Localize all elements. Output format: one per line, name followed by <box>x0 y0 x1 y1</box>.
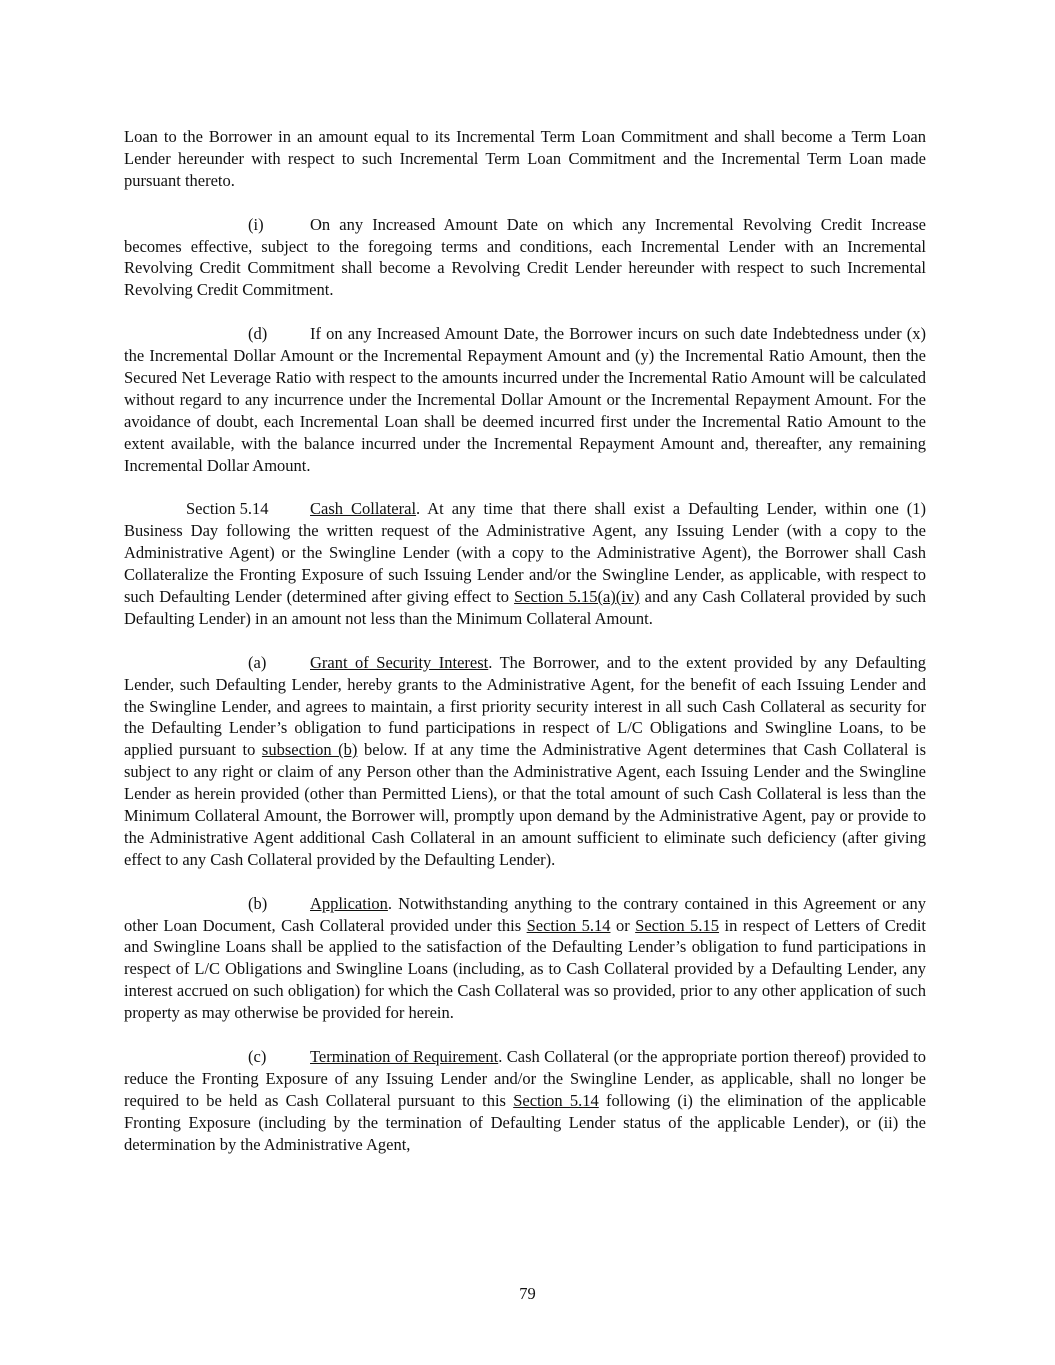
paragraph-a <box>124 652 926 871</box>
cross-reference: Section 5.15 <box>635 915 720 935</box>
section-5-14 <box>124 498 926 629</box>
paragraph-b <box>124 893 926 1024</box>
document-body <box>124 126 926 1156</box>
clause-heading: Grant of Security Interest <box>310 652 489 672</box>
cross-reference: Section 5.15(a)(iv) <box>514 586 640 606</box>
paragraph-d <box>124 323 926 476</box>
page-number: 79 <box>519 1284 536 1303</box>
clause-label-b: (b) <box>248 893 268 913</box>
clause-label-text: (i) <box>248 214 264 234</box>
clause-label-c: (c) <box>248 1046 267 1066</box>
paragraph-text: in respect of Letters of Credit and Swingline Loans shall be applied to the satisfaction of the Defaulting Lender’s obligation to fund participations in respect of L/C Obligations and Swingline Loans (including, as to Cash Collateral provided by a Defaulting Lender, any interest accrued on such obligation) for which the Cash Collateral was so provided, prior to any other application of such property as may otherwise be provided for herein. <box>124 915 926 1023</box>
paragraph-i <box>124 214 926 302</box>
paragraph-text: . At any time that there shall exist a Defaulting Lender, within one (1) Business Day following the written request of the Administrative Agent, any Issuing Lender (with a copy to the Administrative Agent) or the Swingline Lender (with a copy to the Administrative Agent), the Borrower shall Cash Collateralize the Fronting Exposure of such Issuing Lender and/or the Swingline Lender, as applicable, with respect to such Defaulting Lender (determined after giving effect to <box>124 499 926 606</box>
paragraph-text: and any Cash Collateral provided by such Defaulting Lender) in an amount not less than the Minimum Collateral Amount. <box>124 586 926 628</box>
paragraph-continuation <box>124 126 926 192</box>
paragraph-text: following (i) the elimination of the applicable Fronting Exposure (including by the termination of Defaulting Lender status of the applicable Lender), or (ii) the determination by the Administrative Agent, <box>124 1090 926 1154</box>
clause-heading: Termination of Requirement <box>310 1046 499 1066</box>
cross-reference: subsection (b) <box>261 740 358 760</box>
section-heading: Cash Collateral <box>310 499 417 519</box>
paragraph-text: On any Increased Amount Date on which any Incremental Revolving Credit Increase becomes effective, subject to the foregoing terms and conditions, each Incremental Lender with an Incremental Revolving Credit Commitment shall become a Revolving Credit Lender hereunder with respect to such Incremental Revolving Credit Commitment. <box>124 214 926 300</box>
clause-heading: Application <box>310 893 388 913</box>
paragraph-text: below. If at any time the Administrative Agent determines that Cash Collateral is subject to any right or claim of any Person other than the Administrative Agent, each Issuing Lender and the Swingline Lender as herein provided (other than Permitted Liens), or that the total amount of such Cash Collateral is less than the Minimum Collateral Amount, the Borrower will, promptly upon demand by the Administrative Agent, pay or provide to the Administrative Agent additional Cash Collateral in an amount sufficient to eliminate such deficiency (after giving effect to any Cash Collateral provided by the Defaulting Lender). <box>124 740 926 869</box>
section-number: Section 5.14 <box>186 499 269 519</box>
paragraph-text: . The Borrower, and to the extent provided by any Defaulting Lender, such Defaulting Lender, hereby grants to the Administrative Agent, for the benefit of each Issuing Lender and the Swingline Lender, and agrees to maintain, a first priority security interest in all such Cash Collateral as security for the Defaulting Lender’s obligation to fund participations in respect of L/C Obligations and Swingline Loans, to be applied pursuant to <box>124 652 926 760</box>
paragraph-text: If on any Increased Amount Date, the Borrower incurs on such date Indebtedness under (x) the Incremental Dollar Amount or the Incremental Repayment Amount and (y) the Incremental Ratio Amount, then the Secured Net Leverage Ratio with respect to the amounts incurred under the Incremental Ratio Amount will be calculated without regard to any incurrence under the Incremental Dollar Amount or the Incremental Repayment Amount. For the avoidance of doubt, each Incremental Loan shall be deemed incurred first under the Incremental Ratio Amount to the extent available, with the balance incurred under the Incremental Repayment Amount and, thereafter, any remaining Incremental Dollar Amount. <box>124 324 926 475</box>
paragraph-text: or <box>610 915 636 935</box>
paragraph-text: Loan to the Borrower in an amount equal to its Incremental Term Loan Commitment and shall become a Term Loan Lender hereunder with respect to such Incremental Term Loan Commitment and the Incremental Term Loan made pursuant thereto. <box>124 127 926 190</box>
paragraph-text: . Cash Collateral (or the appropriate portion thereof) provided to reduce the Fronting Exposure of any Issuing Lender and/or the Swingline Lender, as applicable, shall no longer be required to be held as Cash Collateral pursuant to this <box>124 1046 926 1110</box>
clause-label-a: (a) <box>248 652 267 672</box>
cross-reference: Section 5.14 <box>526 915 611 935</box>
paragraph-c <box>124 1046 926 1156</box>
paragraph-text: . Notwithstanding anything to the contrary contained in this Agreement or any other Loan Document, Cash Collateral provided under this <box>124 893 926 935</box>
cross-reference: Section 5.14 <box>513 1090 599 1110</box>
clause-label-i <box>124 214 310 236</box>
clause-label-d: (d) <box>248 324 268 344</box>
